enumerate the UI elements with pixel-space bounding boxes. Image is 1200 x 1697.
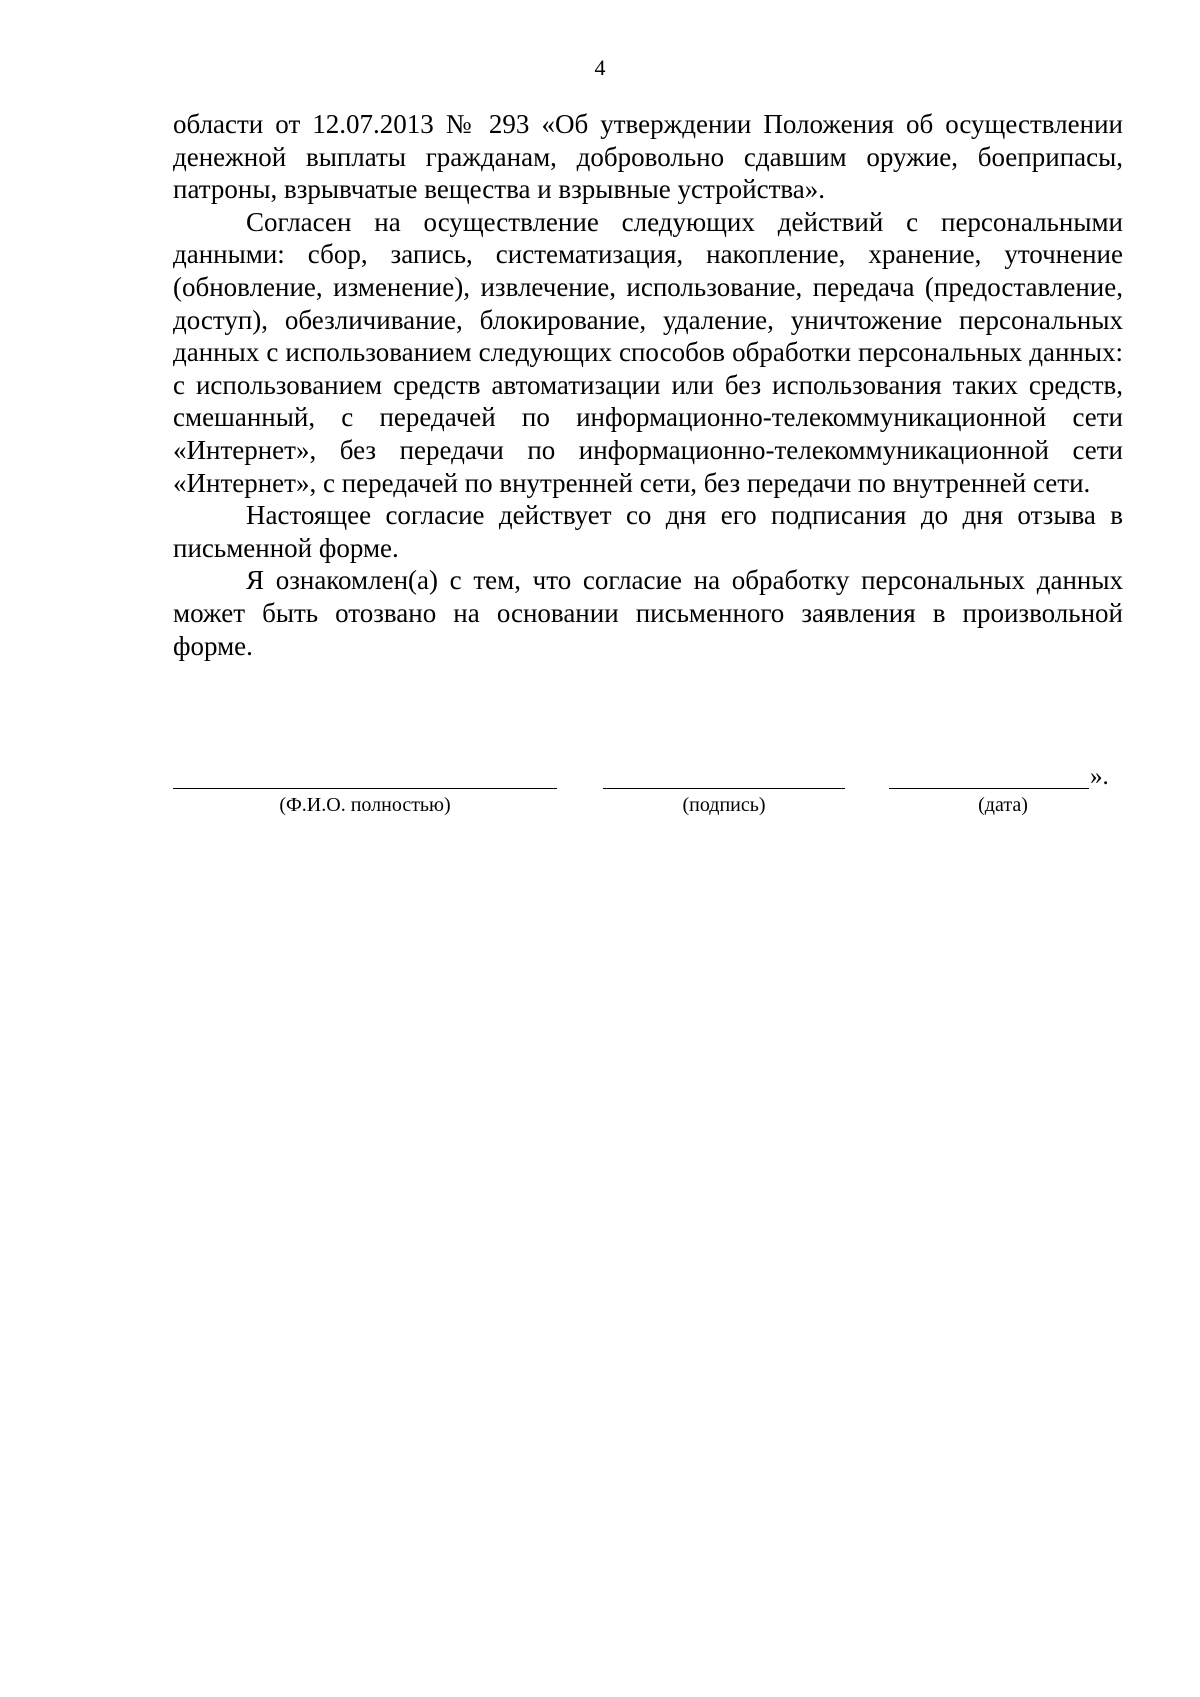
closing-quote: ».: [1090, 763, 1109, 790]
signature-caption: (подпись): [682, 794, 766, 816]
paragraph-withdrawal: Я ознакомлен(а) с тем, что согласие на обработку персональных данных может быть отозвано на основании письменного заявления в произвольной форме.: [173, 565, 1123, 661]
fio-caption: (Ф.И.О. полностью): [279, 794, 451, 816]
paragraph-consent-actions: Согласен на осуществление следующих действий с персональными данными: сбор, запись, систематизация, накопление, хранение, уточнение (обновление, изменение), извлечение, использование, передача (предоставление, доступ), обезличивание, блокирование, удаление, уничтожение персональных данных с использованием следующих способов обработки персональных данных: с использованием средств автоматизации или без использования таких средств, смешанный, с передачей по информационно-телекоммуникационной сети «Интернет», без передачи по информационно-телекоммуникационной сети «Интернет», с передачей по внутренней сети, без передачи по внутренней сети.: [173, 206, 1123, 498]
paragraph-consent-validity: Настоящее согласие действует со дня его подписания до дня отзыва в письменной форме.: [173, 500, 1123, 563]
date-signature-line: [889, 788, 1089, 789]
paragraph-continuation: области от 12.07.2013 № 293 «Об утверждении Положения об осуществлении денежной выплаты гражданам, добровольно сдавшим оружие, боеприпасы, патроны, взрывчатые вещества и взрывные устройства».: [173, 109, 1123, 205]
page-number: 4: [594, 55, 606, 80]
signature-line: [603, 788, 845, 789]
document-body: [173, 108, 1123, 662]
date-caption: (дата): [978, 794, 1028, 816]
fio-signature-line: [173, 788, 557, 789]
